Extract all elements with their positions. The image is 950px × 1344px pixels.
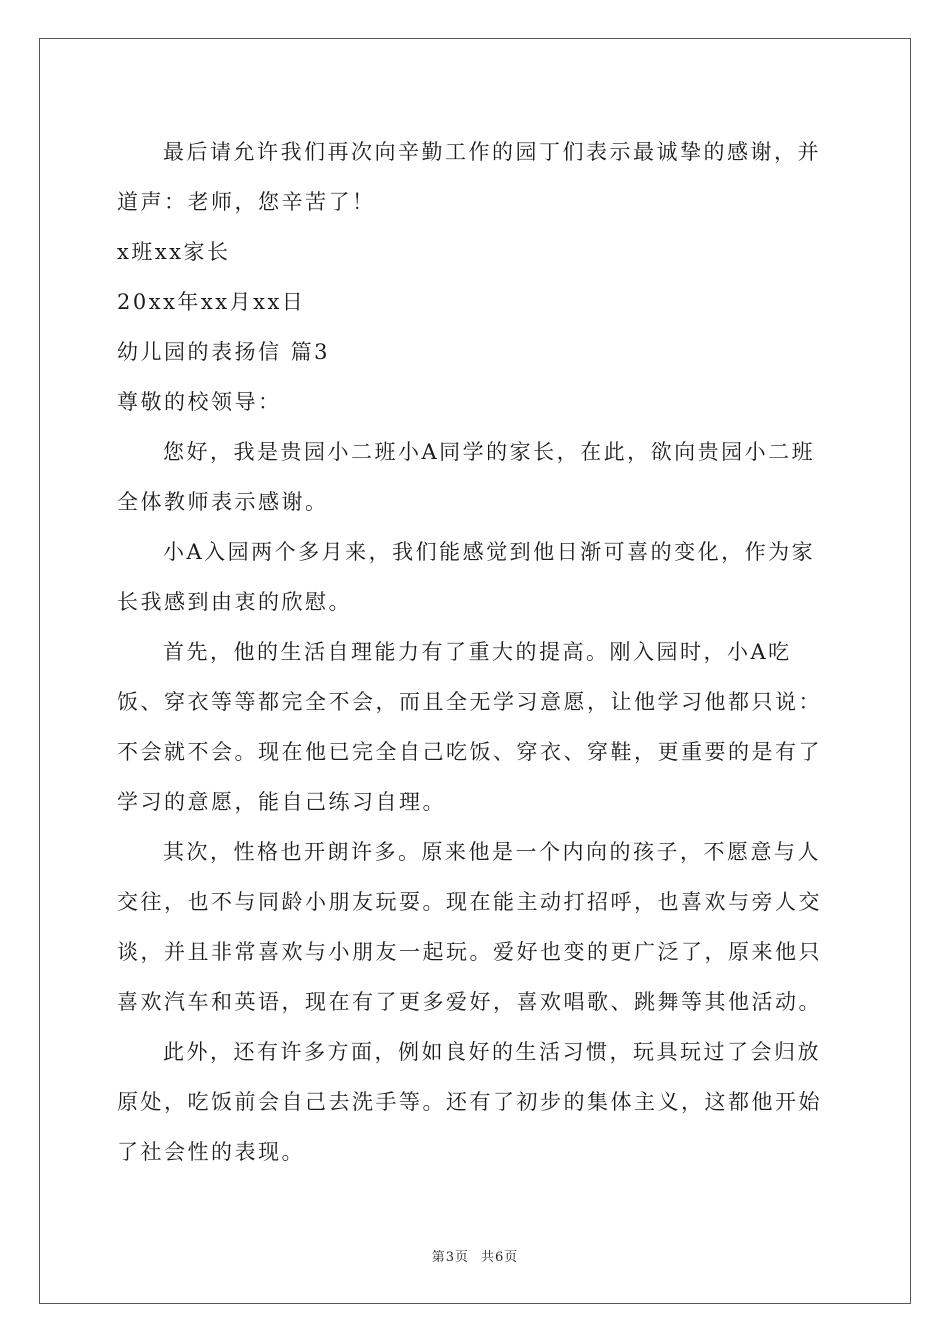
self-care-paragraph: 首先，他的生活自理能力有了重大的提高。刚入园时，小A吃饭、穿衣等等都完全不会，而且全无学习意愿，让他学习他都只说：不会就不会。现在他已完全自己吃饭、穿衣、穿鞋，更重要的是有了学习的意愿，能自己练习自理。 xyxy=(117,640,822,814)
signature-line: x班xx家长 xyxy=(117,240,231,264)
section-title: 幼儿园的表扬信 篇3 xyxy=(117,340,331,364)
page-footer xyxy=(0,1246,950,1265)
habits-paragraph: 此外，还有许多方面，例如良好的生活习惯，玩具玩过了会归放原处，吃饭前会自己去洗手等。还有了初步的集体主义，这都他开始了社会性的表现。 xyxy=(117,1040,822,1164)
closing-thanks-paragraph: 最后请允许我们再次向辛勤工作的园丁们表示最诚挚的感谢，并道声：老师，您辛苦了！ xyxy=(117,140,821,214)
page-number: 第3页 xyxy=(431,1250,469,1265)
personality-paragraph: 其次，性格也开朗许多。原来他是一个内向的孩子，不愿意与人交往，也不与同龄小朋友玩耍。现在能主动打招呼，也喜欢与旁人交谈，并且非常喜欢与小朋友一起玩。爱好也变的更广泛了，原来他只喜欢汽车和英语，现在有了更多爱好，喜欢唱歌、跳舞等其他活动。 xyxy=(117,840,822,1014)
intro-paragraph: 您好，我是贵园小二班小A同学的家长，在此，欲向贵园小二班全体教师表示感谢。 xyxy=(117,440,816,514)
document-body xyxy=(117,127,837,1177)
change-paragraph: 小A入园两个多月来，我们能感觉到他日渐可喜的变化，作为家长我感到由衷的欣慰。 xyxy=(117,540,816,614)
salutation: 尊敬的校领导： xyxy=(117,390,282,414)
total-pages: 共6页 xyxy=(481,1250,519,1265)
date-line: 20xx年xx月xx日 xyxy=(117,290,306,314)
